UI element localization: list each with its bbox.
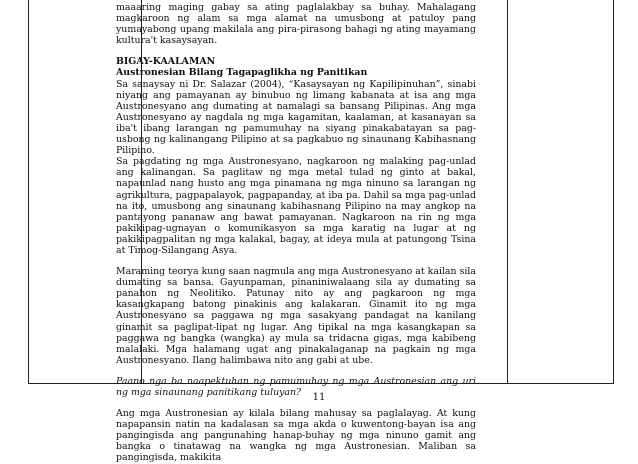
- section-heading: BIGAY-KAALAMAN: [116, 56, 216, 68]
- paragraph-salazar: Sa sanaysay ni Dr. Salazar (2004), “Kasaysayan ng Kapilipinuhan”, sinabi niyang ang pamayanan ay binubuo ng limang kabanata at isa ang mga Austronesyano ang dumating at namalagi sa bansang Pilipinas. Ang mga Austronesyano ay nagdala ng mga kagamitan, kaalaman, at kasanayan sa iba't ibang larangan ng pamumuhay na siyang pinakabatayan sa pag-usbong ng kalinangang Pilipino at sa pagkabuo ng sinaunang Kabihasnang Pilipino.: [116, 78, 476, 157]
- table-column-divider-right: [507, 0, 508, 383]
- paragraph-theories: Maraming teorya kung saan nagmula ang mga Austronesyano at kailan sila dumating sa bansa. Gayunpaman, pinaniniwalaang sila ay dumating sa panahon ng Neolitiko. Patunay nito ay ang pagkaroon ng mga kasangkapang batong pinakinis ang kalakaran. Ginamit ito ng mga Austronesyano sa paggawa ng mga sasakyang pandagat na kanilang ginamit sa paglipat-lipat ng lugar. Ang tipikal na mga kasangkapan sa paggawa ng bangka (wangka) ay mula sa tridacna gigas, mga kabibeng malalaki. Mga halamang ugat ang pinakalaganap na pagkain ng mga Austronesyano. Ilang halimbawa nito ang gabi at ube.: [116, 266, 476, 366]
- intro-paragraph: maaaring maging gabay sa ating paglalakbay sa buhay. Mahalagang magkaroon ng alam sa mga alamat na umusbong at patuloy pang yumayabong upang makilala ang pira-pirasong bahagi ng ating mayamang kultura't kasaysayan.: [116, 2, 476, 47]
- subheading: Austronesian Bilang Tagapaglikha ng Panitikan: [116, 67, 368, 79]
- paragraph-development: Sa pagdating ng mga Austronesyano, nagkaroon ng malaking pag-unlad ang kalinangan. Sa paglitaw ng mga metal tulad ng ginto at bakal, napaunlad nang husto ang mga pinamana ng mga ninuno sa larangan ng agrikultura, pagpapalayok, pagpapanday, at iba pa. Dahil sa mga pag-unlad na ito, umusbong ang sinaunang kabihasnang Pilipino na may angkop na pantayong pananaw ang bawat pamayanan. Nagkaroon na rin ng mga pakikipag-ugnayan o komunikasyon sa mga karatig na lugar at ng pakikipagpalitan ng mga kalakal, bagay, at ideya mula at patungong Tsina at Timog-Silangang Asya.: [116, 156, 476, 256]
- paragraph-navigation: Ang mga Austronesian ay kilala bilang mahusay sa paglalayag. At kung napapansin natin na kadalasan sa mga akda o kuwentong-bayan isa ang pangingisda ang pangunahing hanap-buhay ng mga ninuno gamit ang bangka o tinatawag na wangka ng mga Austronesian. Maliban sa pangingisda, makikita: [116, 408, 476, 464]
- page-number: 11: [312, 392, 326, 403]
- guide-question: Paano nga ba naapektuhan ng pamumuhay ng mga Austronesian ang uri ng mga sinaunang panitikang tuluyan?: [116, 375, 476, 398]
